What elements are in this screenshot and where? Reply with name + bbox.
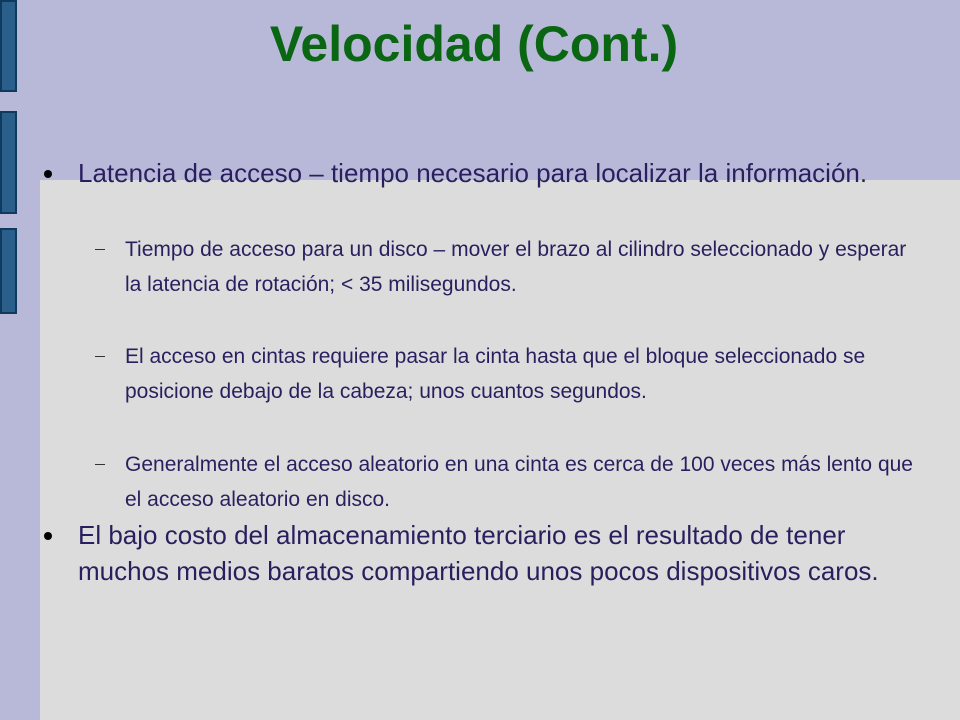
- dash-bullet-icon: [95, 356, 105, 357]
- bullet-item: [78, 155, 918, 191]
- sub-bullet-item: [125, 232, 915, 302]
- sub-bullet-item: [125, 447, 915, 517]
- slide-title: Velocidad (Cont.): [269, 16, 679, 72]
- dash-bullet-icon: [95, 464, 105, 465]
- bullet-item: [78, 517, 918, 589]
- dash-bullet-icon: [95, 249, 105, 250]
- sub-bullet-text: Tiempo de acceso para un disco – mover el brazo al cilindro seleccionado y esperar la latencia de rotación; < 35 milisegundos.: [125, 238, 907, 296]
- bullet-dot-icon: [44, 532, 52, 540]
- bullet-text: El bajo costo del almacenamiento terciario es el resultado de tener muchos medios baratos compartiendo unos pocos dispositivos caros.: [78, 520, 879, 586]
- sub-bullet-text: Generalmente el acceso aleatorio en una cinta es cerca de 100 veces más lento que el acceso aleatorio en disco.: [125, 453, 913, 511]
- sub-bullet-item: [125, 339, 915, 409]
- bullet-text: Latencia de acceso – tiempo necesario para localizar la información.: [78, 158, 868, 188]
- sub-bullet-text: El acceso en cintas requiere pasar la cinta hasta que el bloque seleccionado se posicione debajo de la cabeza; unos cuantos segundos.: [125, 345, 866, 403]
- bullet-dot-icon: [44, 170, 52, 178]
